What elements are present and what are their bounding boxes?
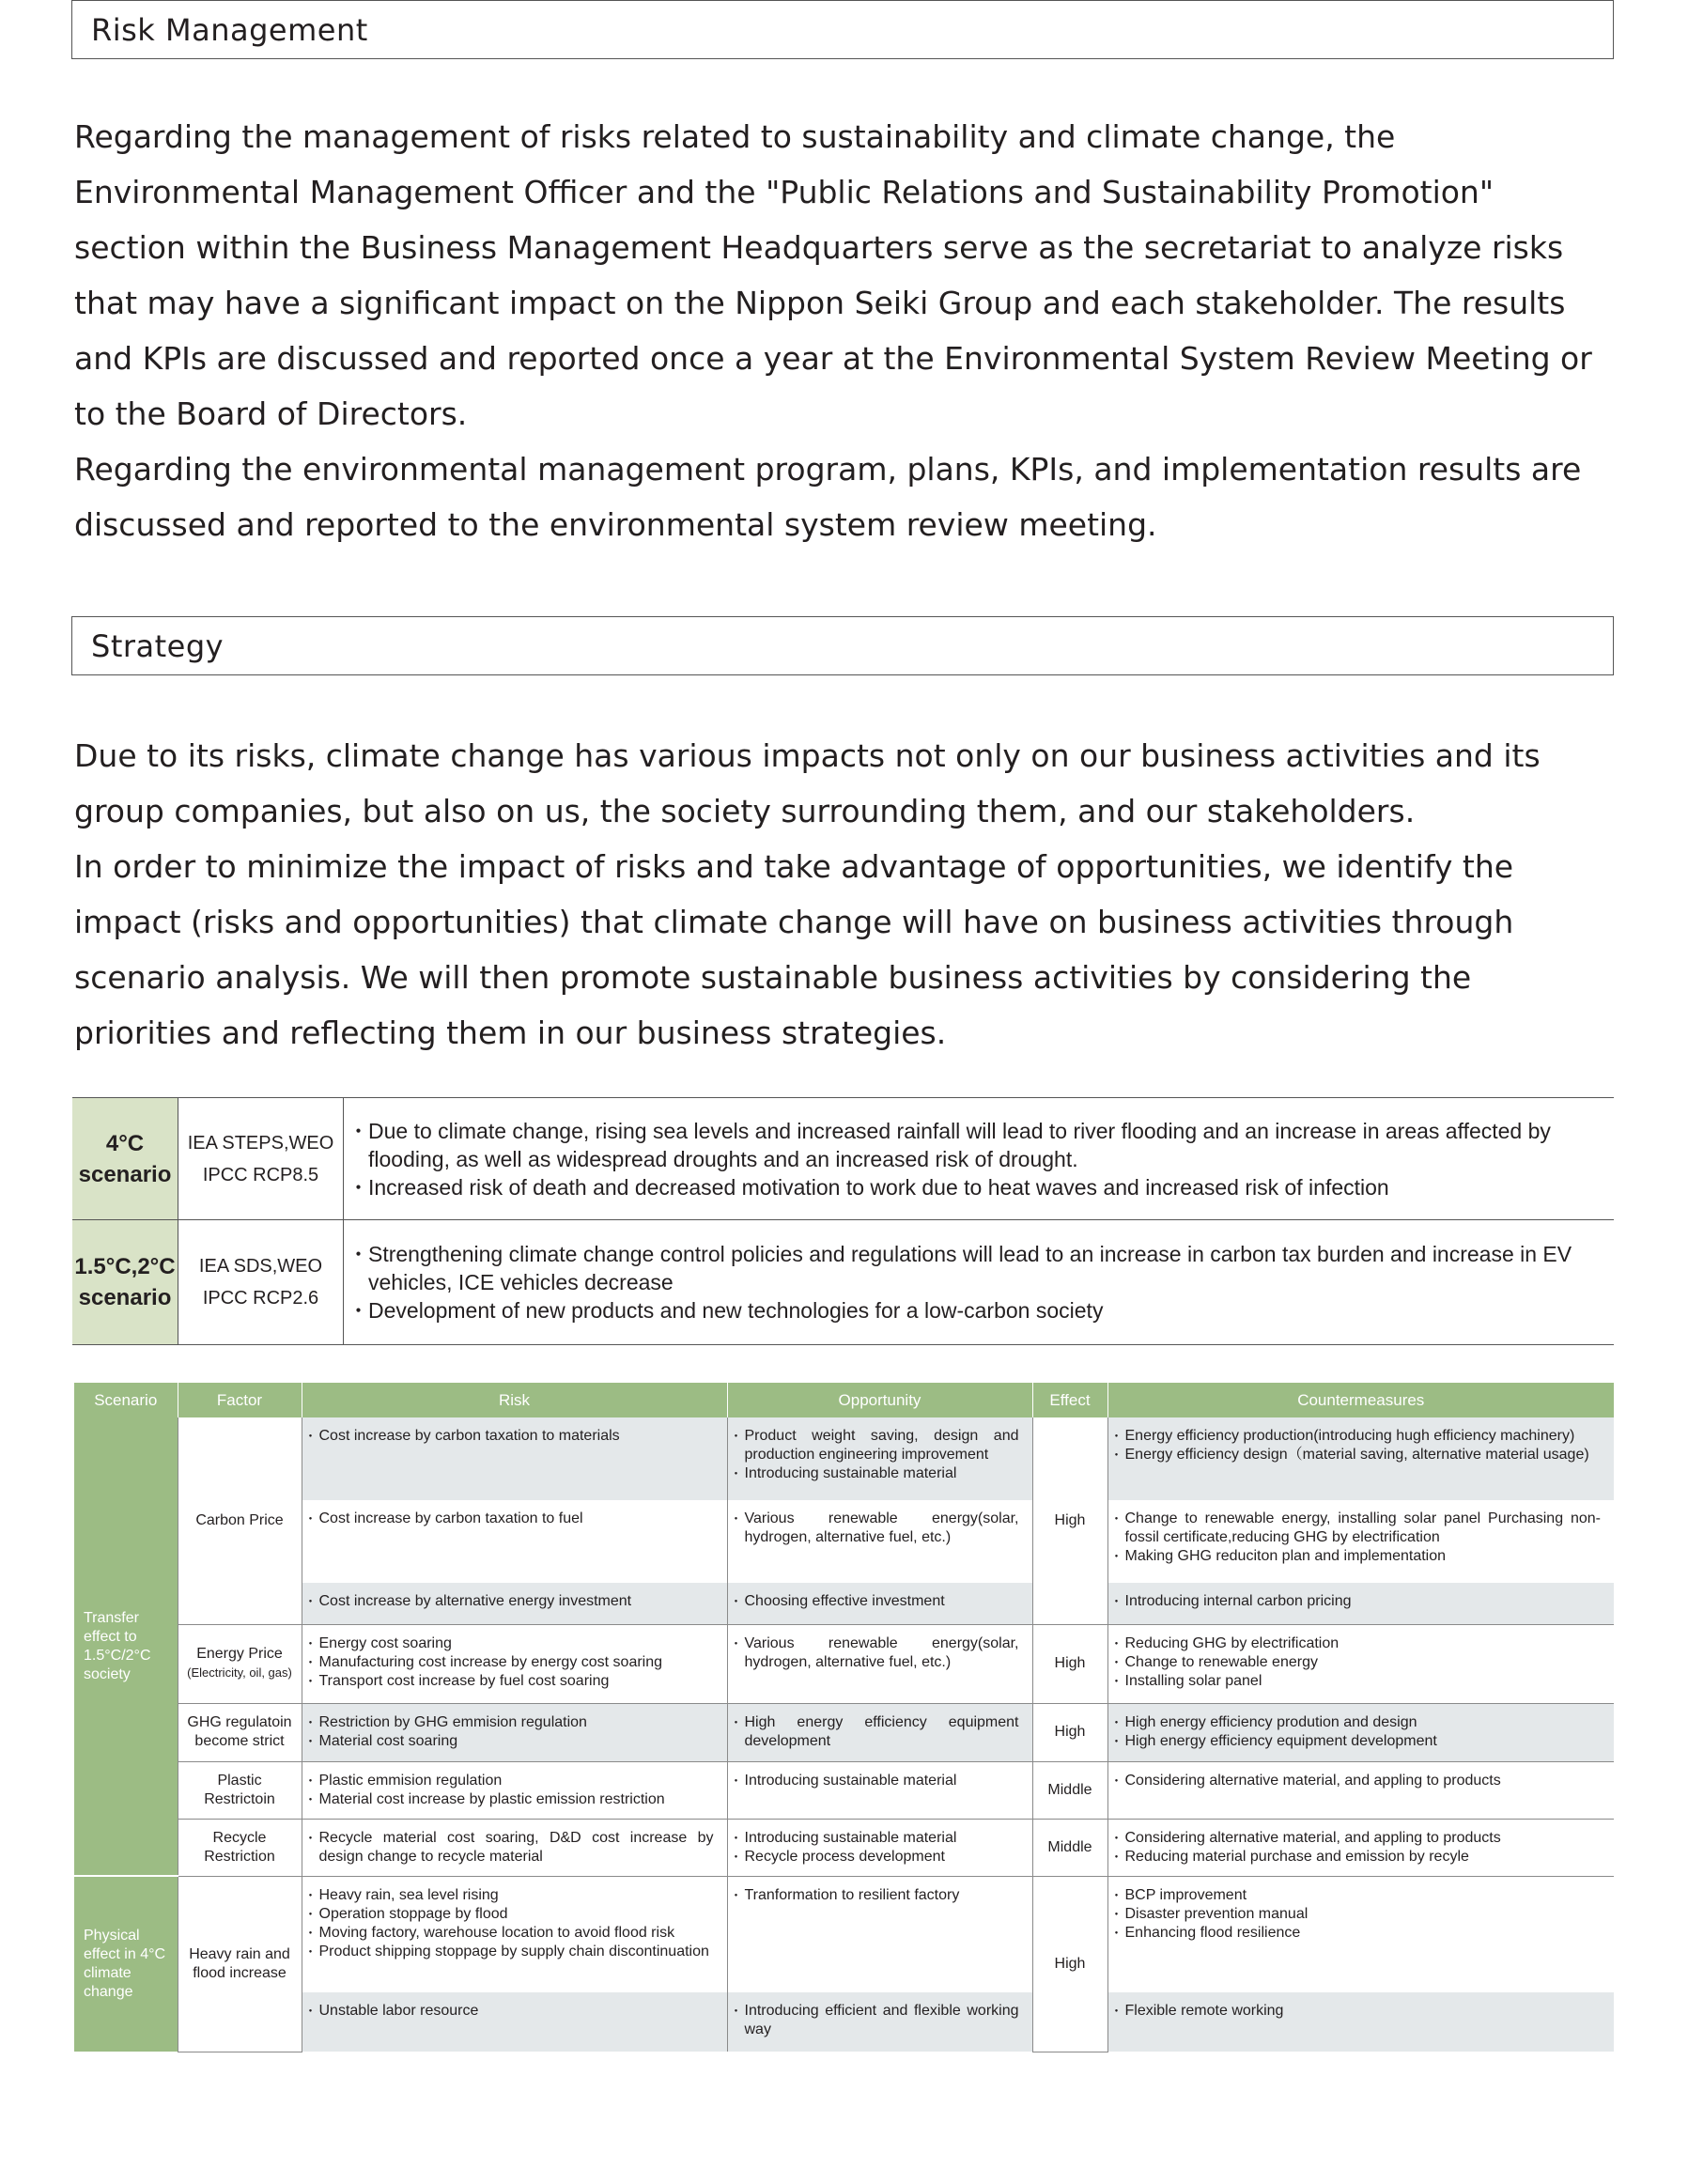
table-row	[74, 1992, 1614, 2052]
factor-flood: Heavy rain and flood increase	[178, 1876, 302, 2052]
effect-energy-price: High	[1032, 1624, 1107, 1703]
scenario-table	[72, 1097, 1614, 1345]
countermeasure-item: ・ Making GHG reduciton plan and implementation	[1125, 1547, 1602, 1566]
header-effect: Effect	[1032, 1383, 1107, 1417]
countermeasure-item: ・ Energy efficiency design（material saving, alternative material usage)	[1125, 1446, 1602, 1464]
risk-item: ・ Moving factory, warehouse location to avoid flood risk	[319, 1924, 714, 1943]
table-row	[74, 1703, 1614, 1761]
scenario-physical-cell: Physical effect in 4°C climate change	[74, 1876, 178, 2052]
risk-item: ・ Material cost soaring	[319, 1732, 714, 1751]
opportunity-item: ・ Various renewable energy(solar, hydrogen, alternative fuel, etc.)	[745, 1510, 1019, 1547]
countermeasure-item: ・ Reducing GHG by electrification	[1125, 1634, 1602, 1653]
table-row	[74, 1761, 1614, 1819]
factor-energy-price	[178, 1624, 302, 1703]
opportunity-cell	[727, 1761, 1032, 1819]
strategy-text	[74, 728, 1615, 1061]
risk-paragraph-1: Regarding the management of risks related to sustainability and climate change, the Environmental Management Officer and the "Public Relations and Sustainability Promotion" section within the Business Management Headquarters serve as the secretariat to analyze risks that may have a significant impact on the Nippon Seiki Group and each stakeholder. The results and KPIs are discussed and reported once a year at the Environmental System Review Meeting or to the Board of Directors.	[74, 118, 1592, 432]
factor-plastic: Plastic Restrictoin	[178, 1761, 302, 1819]
opportunity-item: ・ Recycle process development	[745, 1848, 1019, 1866]
opportunity-cell	[727, 1992, 1032, 2052]
risk-cell	[302, 1992, 727, 2052]
table-row	[74, 1624, 1614, 1703]
factor-energy-price-note: (Electricity, oil, gas)	[187, 1665, 292, 1680]
scenario-source-line1: IEA SDS,WEO	[198, 1256, 323, 1277]
risk-item: ・ Transport cost increase by fuel cost soaring	[319, 1672, 714, 1691]
countermeasure-item: ・ Considering alternative material, and appling to products	[1125, 1829, 1602, 1848]
risk-cell	[302, 1876, 727, 1992]
scenario-label	[72, 1098, 178, 1220]
countermeasure-cell	[1107, 1992, 1614, 2052]
table-row	[74, 1819, 1614, 1876]
countermeasure-item: ・ Considering alternative material, and appling to products	[1125, 1772, 1602, 1790]
risk-cell	[302, 1417, 727, 1500]
opportunity-cell	[727, 1819, 1032, 1876]
risk-item: ・ Heavy rain, sea level rising	[319, 1886, 714, 1905]
opportunity-cell	[727, 1703, 1032, 1761]
table-row	[74, 1583, 1614, 1624]
effect-flood: High	[1032, 1876, 1107, 2052]
risk-management-text	[74, 109, 1615, 552]
risk-cell	[302, 1819, 727, 1876]
opportunity-cell	[727, 1583, 1032, 1624]
risk-management-heading-box	[71, 0, 1614, 59]
strategy-paragraph-1: Due to its risks, climate change has various impacts not only on our business activities and its group companies, but also on us, the society surrounding them, and our stakeholders.	[74, 737, 1541, 829]
countermeasure-item: ・ BCP improvement	[1125, 1886, 1602, 1905]
countermeasure-cell	[1107, 1624, 1614, 1703]
countermeasure-cell	[1107, 1500, 1614, 1583]
opportunity-cell	[727, 1624, 1032, 1703]
risk-item: ・ Recycle material cost soaring, D&D cost increase by design change to recycle material	[319, 1829, 714, 1866]
risk-cell	[302, 1703, 727, 1761]
header-countermeasures: Countermeasures	[1107, 1383, 1614, 1417]
opportunity-cell	[727, 1500, 1032, 1583]
factor-ghg: GHG regulatoin become strict	[178, 1703, 302, 1761]
opportunity-item: ・ Various renewable energy(solar, hydrogen, alternative fuel, etc.)	[745, 1634, 1019, 1672]
countermeasure-cell	[1107, 1417, 1614, 1500]
effect-plastic: Middle	[1032, 1761, 1107, 1819]
scenario-row-1-5c-2c	[72, 1220, 1614, 1345]
countermeasure-item: ・ Change to renewable energy, installing solar panel Purchasing non-fossil certificate,reducing GHG by electrification	[1125, 1510, 1602, 1547]
risk-item: ・ Material cost increase by plastic emission restriction	[319, 1790, 714, 1809]
scenario-point: ・ Strengthening climate change control policies and regulations will lead to an increase in carbon tax burden and increase in EV vehicles, ICE vehicles decrease	[368, 1240, 1604, 1296]
countermeasure-item: ・ Installing solar panel	[1125, 1672, 1602, 1691]
header-scenario: Scenario	[74, 1383, 178, 1417]
risk-item: ・ Cost increase by carbon taxation to fuel	[319, 1510, 714, 1528]
countermeasure-item: ・ Energy efficiency production(introducing hugh efficiency machinery)	[1125, 1427, 1602, 1446]
scenario-point: ・ Development of new products and new technologies for a low-carbon society	[368, 1296, 1604, 1324]
risk-item: ・ Restriction by GHG emmision regulation	[319, 1713, 714, 1732]
countermeasure-cell	[1107, 1703, 1614, 1761]
countermeasure-cell	[1107, 1761, 1614, 1819]
risk-item: ・ Operation stoppage by flood	[319, 1905, 714, 1924]
effect-carbon-price: High	[1032, 1417, 1107, 1624]
countermeasure-item: ・ Introducing internal carbon pricing	[1125, 1592, 1602, 1611]
strategy-heading-box	[71, 616, 1614, 675]
table-row	[74, 1876, 1614, 1992]
scenario-description	[344, 1098, 1615, 1220]
risk-management-heading: Risk Management	[91, 12, 368, 48]
effect-ghg: High	[1032, 1703, 1107, 1761]
opportunity-item: ・ Tranformation to resilient factory	[745, 1886, 1019, 1905]
countermeasure-item: ・ Reducing material purchase and emission by recyle	[1125, 1848, 1602, 1866]
factor-carbon-price: Carbon Price	[178, 1417, 302, 1624]
risk-cell	[302, 1761, 727, 1819]
risk-item: ・ Cost increase by alternative energy investment	[319, 1592, 714, 1611]
risk-paragraph-2: Regarding the environmental management program, plans, KPIs, and implementation results are discussed and reported to the environmental system review meeting.	[74, 451, 1582, 543]
countermeasure-cell	[1107, 1819, 1614, 1876]
scenario-row-4c	[72, 1098, 1614, 1220]
opportunity-item: ・ High energy efficiency equipment development	[745, 1713, 1019, 1751]
risk-item: ・ Manufacturing cost increase by energy cost soaring	[319, 1653, 714, 1672]
scenario-source-line2: IPCC RCP8.5	[202, 1164, 319, 1185]
scenario-point: ・ Increased risk of death and decreased motivation to work due to heat waves and increased risk of infection	[368, 1173, 1604, 1201]
header-opportunity: Opportunity	[727, 1383, 1032, 1417]
risk-item: ・ Energy cost soaring	[319, 1634, 714, 1653]
risk-item: ・ Plastic emmision regulation	[319, 1772, 714, 1790]
risk-cell	[302, 1624, 727, 1703]
risk-item: ・ Product shipping stoppage by supply chain discontinuation	[319, 1943, 714, 1961]
countermeasure-item: ・ Flexible remote working	[1125, 2002, 1602, 2021]
scenario-label	[72, 1220, 178, 1345]
scenario-label-line2: scenario	[78, 1285, 172, 1310]
risk-cell	[302, 1500, 727, 1583]
strategy-heading: Strategy	[91, 628, 225, 664]
countermeasure-item: ・ Enhancing flood resilience	[1125, 1924, 1602, 1943]
scenario-label-line1: 4°C	[105, 1130, 145, 1156]
countermeasure-cell	[1107, 1876, 1614, 1992]
scenario-point: ・ Due to climate change, rising sea levels and increased rainfall will lead to river flooding and an increase in areas affected by flooding, as well as widespread droughts and an increased risk of drought.	[368, 1117, 1604, 1173]
opportunity-item: ・ Introducing sustainable material	[745, 1829, 1019, 1848]
opportunity-item: ・ Product weight saving, design and production engineering improvement	[745, 1427, 1019, 1464]
scenario-label-line2: scenario	[78, 1161, 172, 1187]
scenario-description	[344, 1220, 1615, 1345]
scenario-source-line2: IPCC RCP2.6	[202, 1288, 319, 1309]
risk-item: ・ Cost increase by carbon taxation to materials	[319, 1427, 714, 1446]
strategy-paragraph-2: In order to minimize the impact of risks and take advantage of opportunities, we identify the impact (risks and opportunities) that climate change will have on business activities through scenario analysis. We will then promote sustainable business activities by considering the priorities and reflecting them in our business strategies.	[74, 848, 1514, 1051]
header-factor: Factor	[178, 1383, 302, 1417]
factor-energy-price-label: Energy Price	[196, 1646, 283, 1662]
effect-recycle: Middle	[1032, 1819, 1107, 1876]
scenario-transfer-cell: Transfer effect to 1.5°C/2°C society	[74, 1417, 178, 1876]
opportunity-item: ・ Introducing sustainable material	[745, 1772, 1019, 1790]
opportunity-item: ・ Choosing effective investment	[745, 1592, 1019, 1611]
opportunity-item: ・ Introducing efficient and flexible working way	[745, 2002, 1019, 2039]
opportunity-cell	[727, 1417, 1032, 1500]
countermeasure-cell	[1107, 1583, 1614, 1624]
header-risk: Risk	[302, 1383, 727, 1417]
scenario-source	[178, 1220, 344, 1345]
table-row	[74, 1417, 1614, 1500]
opportunity-cell	[727, 1876, 1032, 1992]
scenario-source	[178, 1098, 344, 1220]
factor-recycle: Recycle Restriction	[178, 1819, 302, 1876]
opportunity-item: ・ Introducing sustainable material	[745, 1464, 1019, 1483]
scenario-label-line1: 1.5°C,2°C	[74, 1254, 176, 1279]
scenario-source-line1: IEA STEPS,WEO	[187, 1132, 334, 1154]
countermeasure-item: ・ High energy efficiency prodution and design	[1125, 1713, 1602, 1732]
risk-opportunity-table	[74, 1383, 1614, 2052]
risk-item: ・ Unstable labor resource	[319, 2002, 714, 2021]
countermeasure-item: ・ High energy efficiency equipment development	[1125, 1732, 1602, 1751]
table-row	[74, 1500, 1614, 1583]
table-header-row	[74, 1383, 1614, 1417]
countermeasure-item: ・ Change to renewable energy	[1125, 1653, 1602, 1672]
countermeasure-item: ・ Disaster prevention manual	[1125, 1905, 1602, 1924]
risk-cell	[302, 1583, 727, 1624]
